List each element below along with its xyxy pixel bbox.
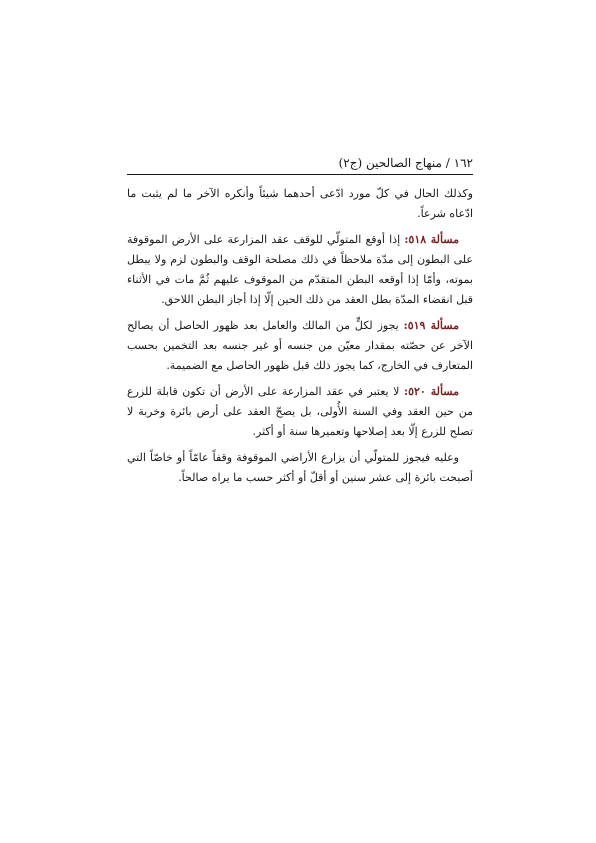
paragraph-text: وكذلك الحال في كلّ مورد ادّعى أحدهما شيئاً وأنكره الآخر ما لم يثبت ما ادّعاه شرعاً. bbox=[127, 187, 473, 220]
masala-label: مسألة ٥٢٠: bbox=[404, 385, 459, 398]
paragraph-conclusion bbox=[127, 448, 473, 488]
masala-518 bbox=[127, 230, 473, 310]
masala-520 bbox=[127, 382, 473, 442]
paragraph-continuation bbox=[127, 184, 473, 224]
masala-519 bbox=[127, 316, 473, 376]
masala-label: مسألة ٥١٩: bbox=[403, 319, 459, 332]
masala-text: إذا أوقع المتولّي للوقف عقد المزارعة على الأرض الموقوفة على البطون إلى مدّة ملاحظاً في ذلك مصلحة الوقف والبطون لزم ولا يبطل بموته، وأمّا إذا أوقعه البطن المتقدّم من الموقوف عليهم ثُمَّ مات في الأثناء قبل انقضاء المدّة بطل العقد من ذلك الحين إلّا إذا أجاز البطن اللاحق. bbox=[127, 233, 473, 306]
paragraph-text: وعليه فيجوز للمتولّي أن يزارع الأراضي الموقوفة وقفاً عامّاً أو خاصّاً التي أصبحت بائرة إلى عشر سنين أو أقلّ أو أكثر حسب ما يراه صالحاً. bbox=[127, 451, 473, 484]
masala-text: لا يعتبر في عقد المزارعة على الأرض أن تكون قابلة للزرع من حين العقد وفي السنة الأُولى، بل يصحّ العقد على أرض بائرة وخربة لا تصلح للزرع إلّا بعد إصلاحها وتعميرها سنة أو أكثر. bbox=[127, 385, 473, 438]
running-header bbox=[127, 152, 473, 175]
running-title: ١٦٢ / منهاج الصالحين (ج٢) bbox=[338, 156, 473, 170]
masala-label: مسألة ٥١٨: bbox=[404, 233, 459, 246]
masala-text: يجوز لكلٍّ من المالك والعامل بعد ظهور الحاصل أن يصالح الآخر عن حصّته بمقدار معيّن من جنسه أو غير جنسه بعد التخمين بحسب المتعارف في الخارج، كما يجوز ذلك قبل ظهور الحاصل مع الضميمة. bbox=[127, 319, 473, 372]
page-body bbox=[127, 184, 473, 494]
